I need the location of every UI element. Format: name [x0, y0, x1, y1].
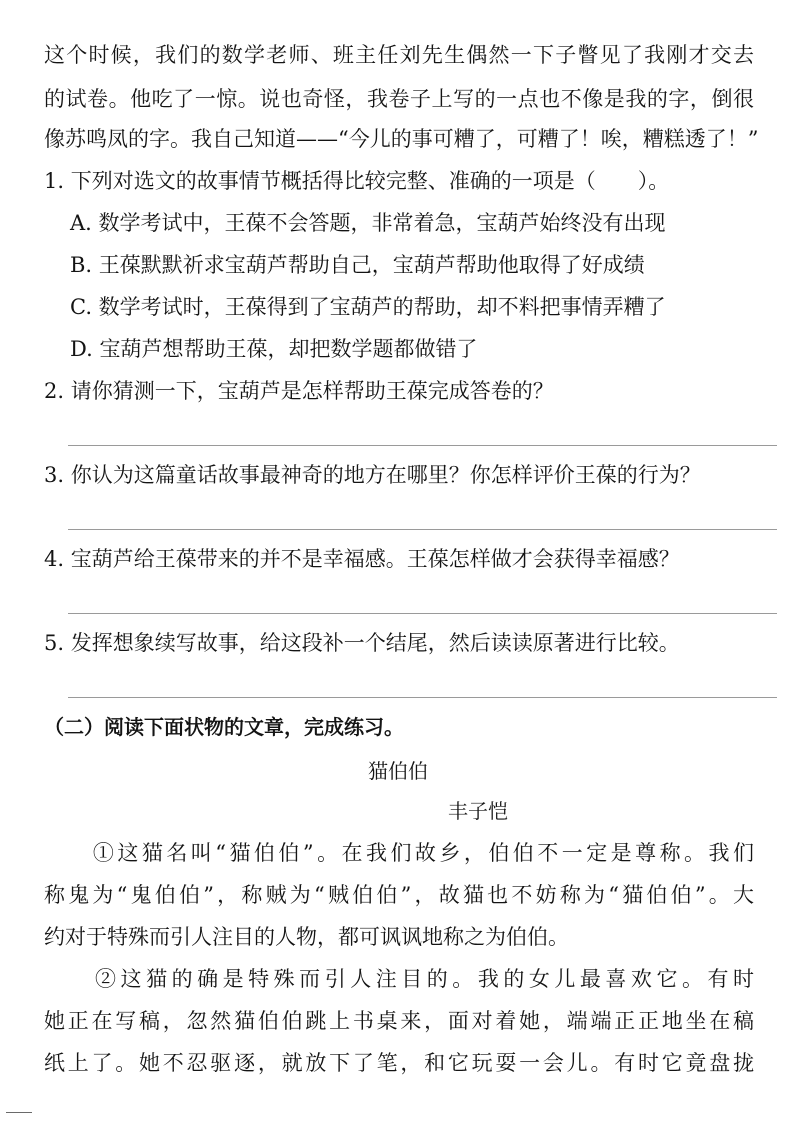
- paragraph-1-line-2: 称鬼为“鬼伯伯”，称贼为“贼伯伯”，故猫也不妨称为“猫伯伯”。大: [44, 883, 754, 907]
- passage-line-3: 像苏鸣凤的字。我自己知道——“今儿的事可糟了，可糟了！唉，糟糕透了！”: [44, 127, 759, 151]
- paragraph-1-line-1: ①这猫名叫“猫伯伯”。在我们故乡，伯伯不一定是尊称。我们: [44, 841, 754, 865]
- question-5: 5. 发挥想象续写故事，给这段补一个结尾，然后读读原著进行比较。: [44, 631, 680, 655]
- answer-line-5[interactable]: [68, 697, 777, 698]
- question-1-option-b[interactable]: B. 王葆默默祈求宝葫芦帮助自己，宝葫芦帮助他取得了好成绩: [70, 253, 645, 277]
- footer-mark: [6, 1112, 32, 1113]
- answer-line-4[interactable]: [68, 613, 777, 614]
- question-1-option-a[interactable]: A. 数学考试中，王葆不会答题，非常着急，宝葫芦始终没有出现: [70, 211, 666, 235]
- question-4: 4. 宝葫芦给王葆带来的并不是幸福感。王葆怎样做才会获得幸福感？: [44, 547, 680, 571]
- paragraph-2-line-3: 纸上了。她不忍驱逐，就放下了笔，和它玩耍一会儿。有时它竟盘拢: [44, 1051, 754, 1075]
- passage-line-1: 这个时候，我们的数学老师、班主任刘先生偶然一下子瞥见了我刚才交去: [44, 43, 754, 67]
- paragraph-2-line-1: ②这猫的确是特殊而引人注目的。我的女儿最喜欢它。有时: [44, 967, 754, 991]
- article-author: 丰子恺: [448, 799, 508, 823]
- section-2-heading: （二）阅读下面状物的文章，完成练习。: [44, 715, 404, 739]
- question-1-option-c[interactable]: C. 数学考试时，王葆得到了宝葫芦的帮助，却不料把事情弄糟了: [70, 295, 666, 319]
- paragraph-1-line-3: 约对于特殊而引人注目的人物，都可讽讽地称之为伯伯。: [44, 925, 569, 949]
- answer-line-2[interactable]: [68, 445, 777, 446]
- paragraph-2-line-2: 她正在写稿，忽然猫伯伯跳上书桌来，面对着她，端端正正地坐在稿: [44, 1009, 754, 1033]
- answer-line-3[interactable]: [68, 529, 777, 530]
- question-3: 3. 你认为这篇童话故事最神奇的地方在哪里？你怎样评价王葆的行为？: [44, 463, 701, 487]
- question-1-stem: 1. 下列对选文的故事情节概括得比较完整、准确的一项是（ ）。: [44, 169, 670, 193]
- passage-line-2: 的试卷。他吃了一惊。说也奇怪，我卷子上写的一点也不像是我的字，倒很: [44, 87, 754, 111]
- article-title: 猫伯伯: [368, 759, 428, 783]
- question-1-option-d[interactable]: D. 宝葫芦想帮助王葆，却把数学题都做错了: [70, 337, 478, 361]
- question-2: 2. 请你猜测一下，宝葫芦是怎样帮助王葆完成答卷的？: [44, 379, 554, 403]
